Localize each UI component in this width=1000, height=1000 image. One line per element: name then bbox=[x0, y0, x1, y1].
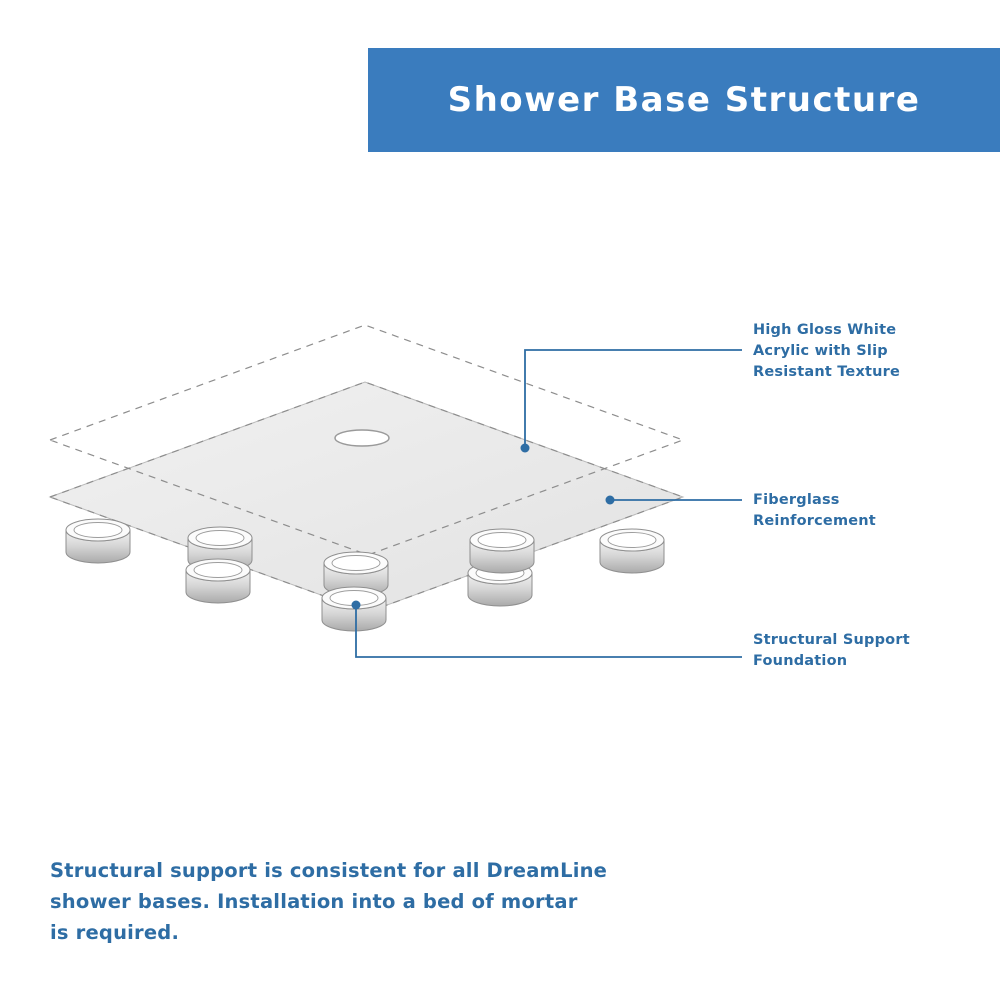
footer-note-line-3: is required. bbox=[50, 921, 180, 944]
callout-support-line-2: Foundation bbox=[753, 653, 848, 669]
callout-acrylic-line-3: Resistant Texture bbox=[753, 364, 901, 380]
callout-acrylic-line-2: Acrylic with Slip bbox=[753, 343, 888, 359]
leader-dot-acrylic bbox=[521, 444, 530, 453]
support-ring bbox=[470, 529, 534, 573]
footer-note-line-1: Structural support is consistent for all DreamLine bbox=[50, 859, 608, 882]
callout-support-line-1: Structural Support bbox=[753, 632, 910, 648]
footer-note bbox=[50, 855, 690, 948]
callout-fiberglass-line-1: Fiberglass bbox=[753, 492, 840, 508]
leader-line-support bbox=[356, 605, 742, 657]
callout-acrylic-line-1: High Gloss White bbox=[753, 322, 897, 338]
callout-support-label bbox=[753, 630, 963, 672]
callout-fiberglass-line-2: Reinforcement bbox=[753, 513, 876, 529]
support-ring bbox=[600, 529, 664, 573]
leader-dot-support bbox=[352, 601, 361, 610]
footer-note-line-2: shower bases. Installation into a bed of mortar bbox=[50, 890, 578, 913]
page-title: Shower Base Structure bbox=[447, 80, 921, 120]
support-ring bbox=[186, 559, 250, 603]
leader-dot-fiberglass bbox=[606, 496, 615, 505]
support-ring bbox=[66, 519, 130, 563]
callout-fiberglass-label bbox=[753, 490, 953, 532]
drain-opening bbox=[335, 430, 389, 446]
callout-acrylic-label bbox=[753, 320, 953, 383]
